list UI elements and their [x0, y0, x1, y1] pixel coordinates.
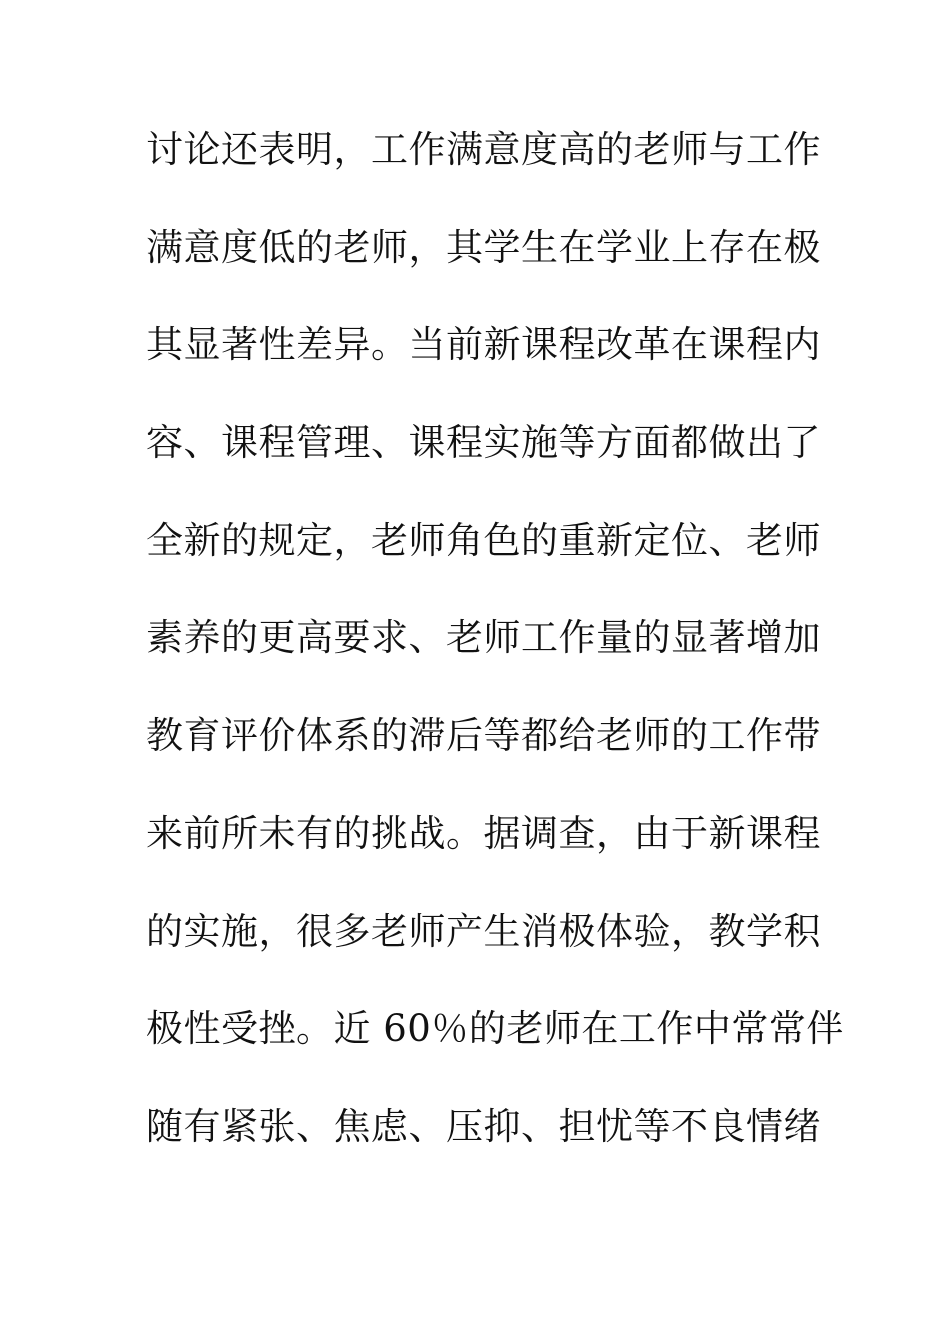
text-line: 来前所未有的挑战。据调查，由于新课程 — [146, 811, 821, 855]
text-line: 素养的更高要求、老师工作量的显著增加 — [146, 616, 821, 660]
text-line: 满意度低的老师，其学生在学业上存在极 — [146, 225, 821, 269]
text-line: 随有紧张、焦虑、压抑、担忧等不良情绪 — [146, 1104, 821, 1148]
text-line: 其显著性差异。当前新课程改革在课程内 — [146, 323, 821, 367]
text-line: 极性受挫。近 60％的老师在工作中常常伴 — [146, 1007, 844, 1051]
text-line: 讨论还表明，工作满意度高的老师与工作 — [146, 128, 821, 171]
text-line: 的实施，很多老师产生消极体验，教学积 — [146, 909, 821, 953]
text-line: 教育评价体系的滞后等都给老师的工作带 — [146, 714, 821, 758]
body-paragraph — [146, 118, 844, 1193]
text-line: 容、课程管理、课程实施等方面都做出了 — [146, 421, 821, 465]
text-line: 全新的规定，老师角色的重新定位、老师 — [146, 518, 821, 562]
